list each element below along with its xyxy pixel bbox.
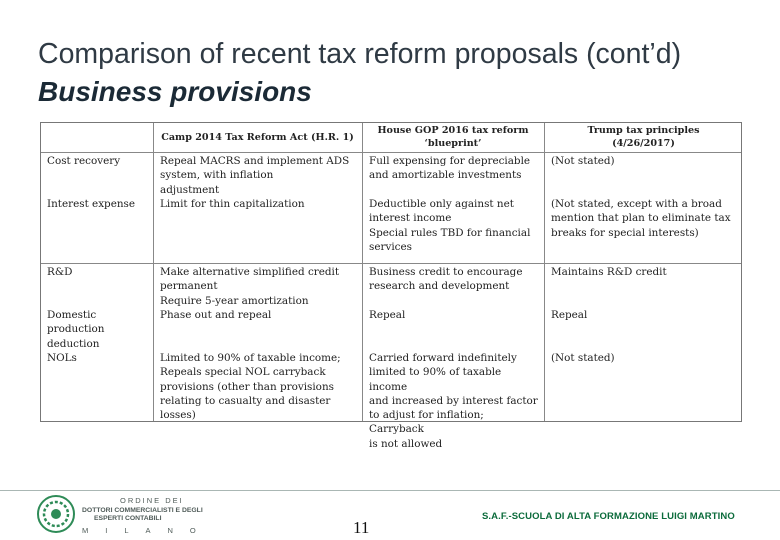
cell-trump-cost-recovery: (Not stated) xyxy=(551,155,615,167)
cell-camp-cost-recovery: Repeal MACRS and implement ADS system, with inflation adjustment xyxy=(160,155,350,196)
row-label-rd: R&D xyxy=(47,266,73,278)
cell-gop-nols: Carried forward indefinitely limited to 90% of taxable income and increased by interest factor to adjust for inflation; Carryback is not allowed xyxy=(369,352,538,450)
cell-trump-nols: (Not stated) xyxy=(551,352,615,364)
cell-gop-interest-expense: Deductible only against net interest income Special rules TBD for financial services xyxy=(369,198,531,253)
row-label-cost-recovery: Cost recovery xyxy=(47,155,121,167)
cell-camp-interest-expense: Limit for thin capitalization xyxy=(160,198,305,210)
column-divider xyxy=(544,123,545,421)
page-subtitle: Business provisions xyxy=(38,76,312,107)
cell-trump-domestic-production: Repeal xyxy=(551,309,588,321)
org-line-1: ORDINE DEI xyxy=(120,496,184,505)
row-label-nols: NOLs xyxy=(47,352,77,364)
cell-gop-rd: Business credit to encourage research and development xyxy=(369,266,523,293)
cell-camp-domestic-production: Phase out and repeal xyxy=(160,309,272,321)
header-trump: Trump tax principles (4/26/2017) xyxy=(587,125,700,149)
cell-camp-rd: Make alternative simplified credit permanent Require 5-year amortization xyxy=(160,266,340,307)
cell-gop-domestic-production: Repeal xyxy=(369,309,406,321)
row-label-domestic-production: Domestic production deduction xyxy=(47,309,105,350)
org-city: MILANO xyxy=(82,526,213,535)
header-gop: House GOP 2016 tax reform ‘blueprint’ xyxy=(377,125,529,149)
order-emblem-icon xyxy=(36,494,76,534)
column-divider xyxy=(362,123,363,421)
comparison-table xyxy=(40,122,742,450)
footer-school-name: S.A.F.-SCUOLA DI ALTA FORMAZIONE LUIGI MARTINO xyxy=(482,511,735,522)
cell-trump-interest-expense: (Not stated, except with a broad mention that plan to eliminate tax breaks for special interests) xyxy=(551,198,731,239)
org-line-3: ESPERTI CONTABILI xyxy=(94,515,162,522)
row-label-interest-expense: Interest expense xyxy=(47,198,136,210)
cell-gop-cost-recovery: Full expensing for depreciable and amortizable investments xyxy=(369,155,531,182)
row-divider xyxy=(41,263,741,264)
page-number: 11 xyxy=(353,518,370,537)
footer-divider xyxy=(0,490,780,491)
page-title: Comparison of recent tax reform proposals (cont’d) xyxy=(38,38,682,70)
column-divider xyxy=(153,123,154,421)
header-divider xyxy=(41,152,741,153)
organization-logo-text xyxy=(80,494,236,538)
cell-camp-nols: Limited to 90% of taxable income; Repeals special NOL carryback provisions (other than provisions relating to casualty and disaster losses) xyxy=(160,352,341,422)
cell-trump-rd: Maintains R&D credit xyxy=(551,266,667,278)
org-line-2: DOTTORI COMMERCIALISTI E DEGLI xyxy=(82,507,203,514)
header-camp: Camp 2014 Tax Reform Act (H.R. 1) xyxy=(161,132,354,143)
